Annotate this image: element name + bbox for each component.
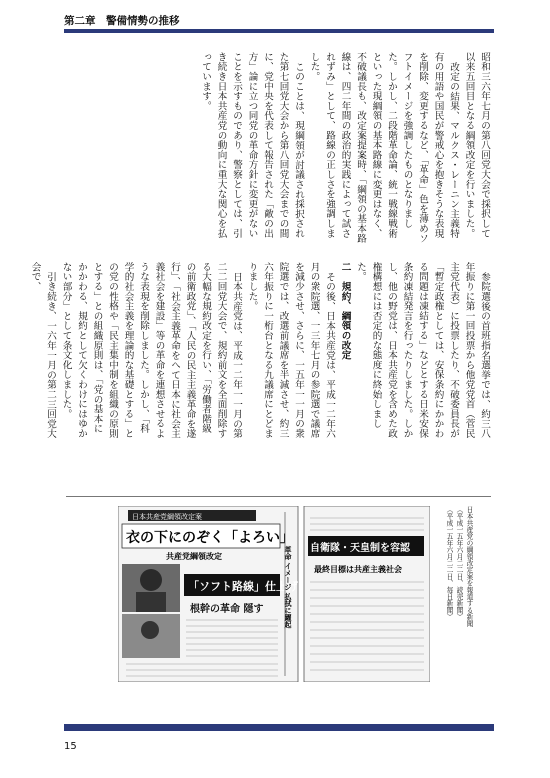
clipping-headline: 「ソフト路線」仕上げ	[188, 580, 298, 593]
clipping-subhead: 根幹の革命 隠す	[190, 604, 264, 615]
chapter-header	[64, 13, 494, 33]
paragraph: その後、日本共産党は、平成一二年六月の衆院選、一三年七月の参院選で議席を減少させ、さらに、一五年一一月の衆院選では、改選前議席を半減させ、約三六年振りに一桁台となる九議席にとどまりました。	[246, 262, 335, 439]
body-text-upper	[72, 52, 492, 244]
chapter-title: 第二章 警備情勢の推移	[64, 15, 180, 27]
body-text-lower	[29, 262, 492, 442]
paragraph: このことは、現綱領が討議され採択された第七回党大会から第八回党大会までの間に、党中央を代表して報告された「敵の出方」論に立つ同党の革命方針に変更がないことを示すものであり、警察としては、引き続き日本共産党の動向に重大な関心を払っています。	[200, 52, 304, 239]
clipping-subhead: 最終目標は共産主義社会	[314, 565, 402, 574]
figure-caption	[434, 506, 474, 676]
section-heading: 二 規約、綱領の改定	[339, 262, 351, 360]
footer-bar	[64, 724, 494, 731]
newspaper-clipping-figure	[118, 506, 430, 682]
caption-line: （平成一五年六月二二日、毎日新聞）	[445, 506, 453, 620]
newspaper-clipping-image	[118, 506, 430, 682]
caption-line: 日本共産党の綱領改定案を報道する新聞	[465, 506, 473, 627]
paragraph: 参院選後の首班指名選挙では、約三八年振りに第一回投票から他党党首（菅民主党代表）に投票したり、不破委員長が「暫定政権としては、安保条約にかかわる問題は凍結する」などとする日米安保条約凍結発言を行ったりしました。しかし、他の野党は、日本共産党を含めた政権構想には否定的な態度に終始しました。	[355, 262, 490, 439]
divider	[66, 496, 491, 497]
paragraph: 引き続き、一六年一月の第二三回党大会で、	[29, 262, 56, 439]
clipping-label: 日本共産党綱領改定案	[132, 513, 202, 521]
paragraph: 日本共産党は、平成一二年一一月の第二二回党大会で、規約前文を全面削除する大幅な規約改定を行い、「労働者階級の前衛政党」、「人民の民主主義革命を遂行」、「社会主義革命をへて日本に社会主義社会を建設」等の革命を連想させるような表現を削除しました。しかし、「科学的社会主義を理論的な基礎とする」との党の性格や「民主集中制を組織の原則とする」との組織原則は、「党の基本にかかわる、規約として欠くわけにはゆかない部分」として条文化しました。	[60, 262, 242, 439]
page-number: 15	[64, 741, 77, 752]
clipping-headline: 衣の下にのぞく「よろい」	[126, 530, 294, 546]
clipping-subhead: 共産党綱領改定	[166, 552, 222, 561]
caption-line: （平成一五年六月二二日、読売新聞）	[455, 506, 463, 620]
paragraph: 昭和三六年七月の第八回党大会で採択して以来五回目となる綱領改定を行いました。	[463, 52, 490, 239]
paragraph: 改定の結果、マルクス・レーニン主義特有の用語や国民が警戒心を抱きそうな表現を削除、変更するなど、「革命」色を薄めソフトイメージを強調したものとなりました。しかし、二段階革命論、統一戦線戦術といった現綱領の基本路線に変更はなく、不破議長も、改定案提案時、「綱領の基本路線は、四二年間の政治的実践によって試されずみ」として、路線の正しさを強調しました。	[308, 52, 459, 244]
clipping-headline: 自衛隊・天皇制を容認	[310, 543, 410, 554]
clipping-side-label: 革命 イメージ 払拭に躍起	[284, 546, 292, 628]
